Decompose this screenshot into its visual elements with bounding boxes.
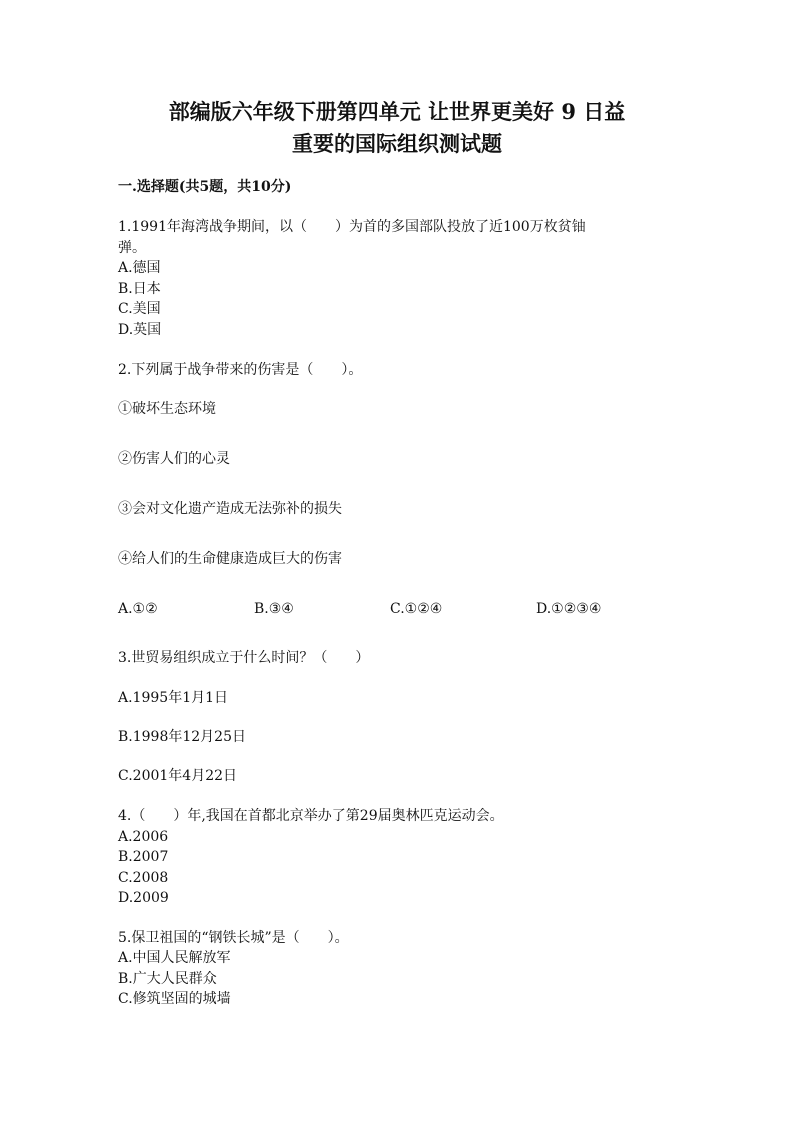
question-1-option-d: D.英国 — [118, 322, 162, 338]
question-1-option-a: A.德国 — [118, 260, 161, 276]
question-2-item-3: ③会对文化遗产造成无法弥补的损失 — [118, 501, 342, 517]
question-4-stem: 4.（ ）年,我国在首都北京举办了第29届奥林匹克运动会。 — [118, 808, 504, 824]
question-4-option-b: B.2007 — [118, 849, 169, 865]
question-2-option-d: D.①②③④ — [536, 601, 602, 617]
question-5-option-a: A.中国人民解放军 — [118, 950, 231, 966]
question-2-item-4: ④给人们的生命健康造成巨大的伤害 — [118, 551, 342, 567]
question-3-option-b: B.1998年12月25日 — [118, 729, 246, 745]
question-5-option-b: B.广大人民群众 — [118, 971, 217, 987]
question-2-item-2: ②伤害人们的心灵 — [118, 451, 230, 467]
section-heading: 一.选择题(共5题，共10分) — [118, 179, 292, 195]
question-2-stem: 2.下列属于战争带来的伤害是（ ）。 — [118, 362, 363, 378]
question-1-stem-line-2: 弹。 — [118, 240, 146, 256]
question-5-stem: 5.保卫祖国的“钢铁长城”是（ ）。 — [118, 930, 349, 946]
question-1-option-c: C.美国 — [118, 301, 161, 317]
question-4-option-a: A.2006 — [118, 829, 169, 845]
question-2-option-c: C.①②④ — [390, 601, 443, 617]
question-5-option-c: C.修筑坚固的城墙 — [118, 991, 231, 1007]
question-2-option-a: A.①② — [118, 601, 158, 617]
question-4-option-c: C.2008 — [118, 870, 169, 886]
question-3-stem: 3.世贸易组织成立于什么时间？（ ） — [118, 650, 370, 666]
question-1-stem-line-1: 1.1991年海湾战争期间，以（ ）为首的多国部队投放了近100万枚贫铀 — [118, 219, 586, 235]
document-title-line-2: 重要的国际组织测试题 — [292, 131, 502, 156]
question-3-option-a: A.1995年1月1日 — [118, 690, 229, 706]
document-title-line-1: 部编版六年级下册第四单元 让世界更美好 9 日益 — [168, 99, 626, 124]
question-2-option-b: B.③④ — [254, 601, 294, 617]
question-2-item-1: ①破坏生态环境 — [118, 401, 216, 417]
question-3-option-c: C.2001年4月22日 — [118, 768, 238, 784]
question-4-option-d: D.2009 — [118, 890, 169, 906]
question-1-option-b: B.日本 — [118, 281, 161, 297]
